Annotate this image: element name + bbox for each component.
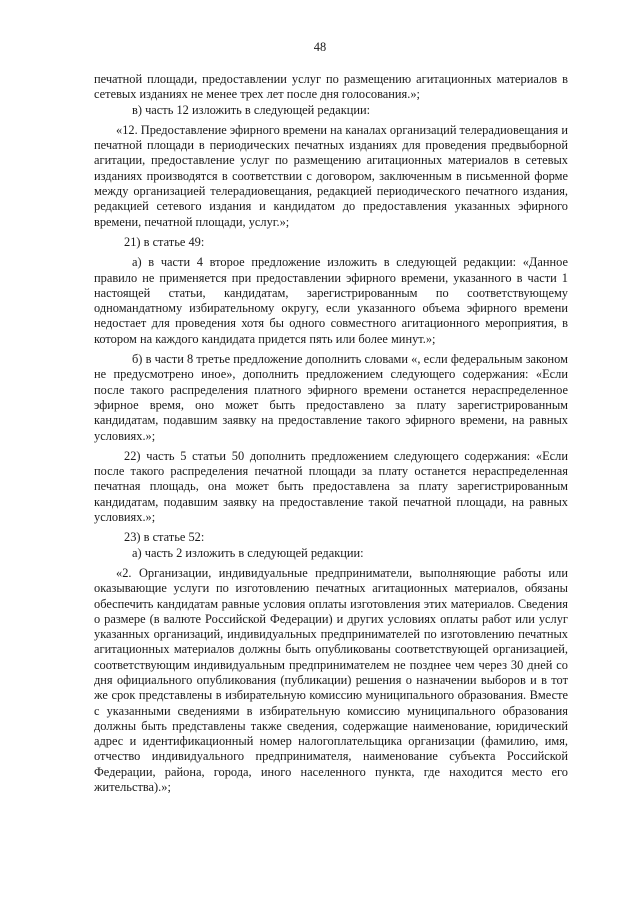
document-body	[94, 72, 568, 795]
paragraph: «12. Предоставление эфирного времени на каналах организаций телерадиовещания и печатной площади в периодических печатных изданиях для проведения предвыборной агитации, предоставление услуг по размещению агитационных материалов в сетевых изданиях производятся в соответствии с договором, заключенным в письменной форме между организацией телерадиовещания, редакцией периодического печатного издания, редакцией сетевого издания и кандидатом до предоставления указанных эфирного времени, печатной площади, услуг.»;	[94, 122, 568, 229]
paragraph: а) в части 4 второе предложение изложить в следующей редакции: «Данное правило не применяется при предоставлении эфирного времени, указанного в части 1 настоящей статьи, кандидатам, зарегистрированным по соответствующему одномандатному избирательному округу, если указанного объема эфирного времени недостает для проведения хотя бы одного совместного агитационного мероприятия, в котором на каждого кандидата придется пять или более минут.»;	[94, 255, 568, 346]
paragraph: 22) часть 5 статьи 50 дополнить предложением следующего содержания: «Если после такого распределения печатной площади за плату останется нераспределенная печатная площадь, она может быть предоставлена за плату зарегистрированным кандидатам, подавшим заявку на предоставление такой печатной площади, на равных условиях.»;	[94, 448, 568, 525]
paragraph: 23) в статье 52:	[124, 530, 205, 545]
paragraph: печатной площади, предоставлении услуг по размещению агитационных материалов в сетевых изданиях не менее трех лет после дня голосования.»;	[94, 72, 568, 102]
page-number: 48	[313, 40, 327, 54]
paragraph: «2. Организации, индивидуальные предприниматели, выполняющие работы или оказывающие услуги по изготовлению печатных агитационных материалов, обязаны обеспечить кандидатам равные условия оплаты изготовления этих материалов. Сведения о размере (в валюте Российской Федерации) и других условиях оплаты работ или услуг указанных организаций, индивидуальных предпринимателей по изготовлению печатных агитационных материалов должны быть опубликованы соответствующей организацией, соответствующим индивидуальным предпринимателем не позднее чем через 30 дней со дня официального опубликования (публикации) решения о назначении выборов и в тот же срок представлены в избирательную комиссию муниципального образования. Вместе с указанными сведениями в избирательную комиссию муниципального образования должны быть представлены также сведения, содержащие наименование, юридический адрес и идентификационный номер налогоплательщика организации (фамилию, имя, отчество индивидуального предпринимателя, наименование субъекта Российской Федерации, района, города, иного населенного пункта, где находится место его жительства).»;	[94, 565, 568, 795]
paragraph: в) часть 12 изложить в следующей редакции:	[132, 102, 371, 117]
paragraph: а) часть 2 изложить в следующей редакции:	[132, 545, 364, 560]
paragraph: б) в части 8 третье предложение дополнить словами «, если федеральным законом не предусмотрено иное», дополнить предложением следующего содержания: «Если после такого распределения платного эфирного времени останется нераспределенное эфирное время, оно может быть предоставлено за плату зарегистрированным кандидатам, подавшим заявку на предоставление такого эфирного времени, на равных условиях.»;	[94, 352, 568, 443]
paragraph: 21) в статье 49:	[124, 234, 205, 249]
